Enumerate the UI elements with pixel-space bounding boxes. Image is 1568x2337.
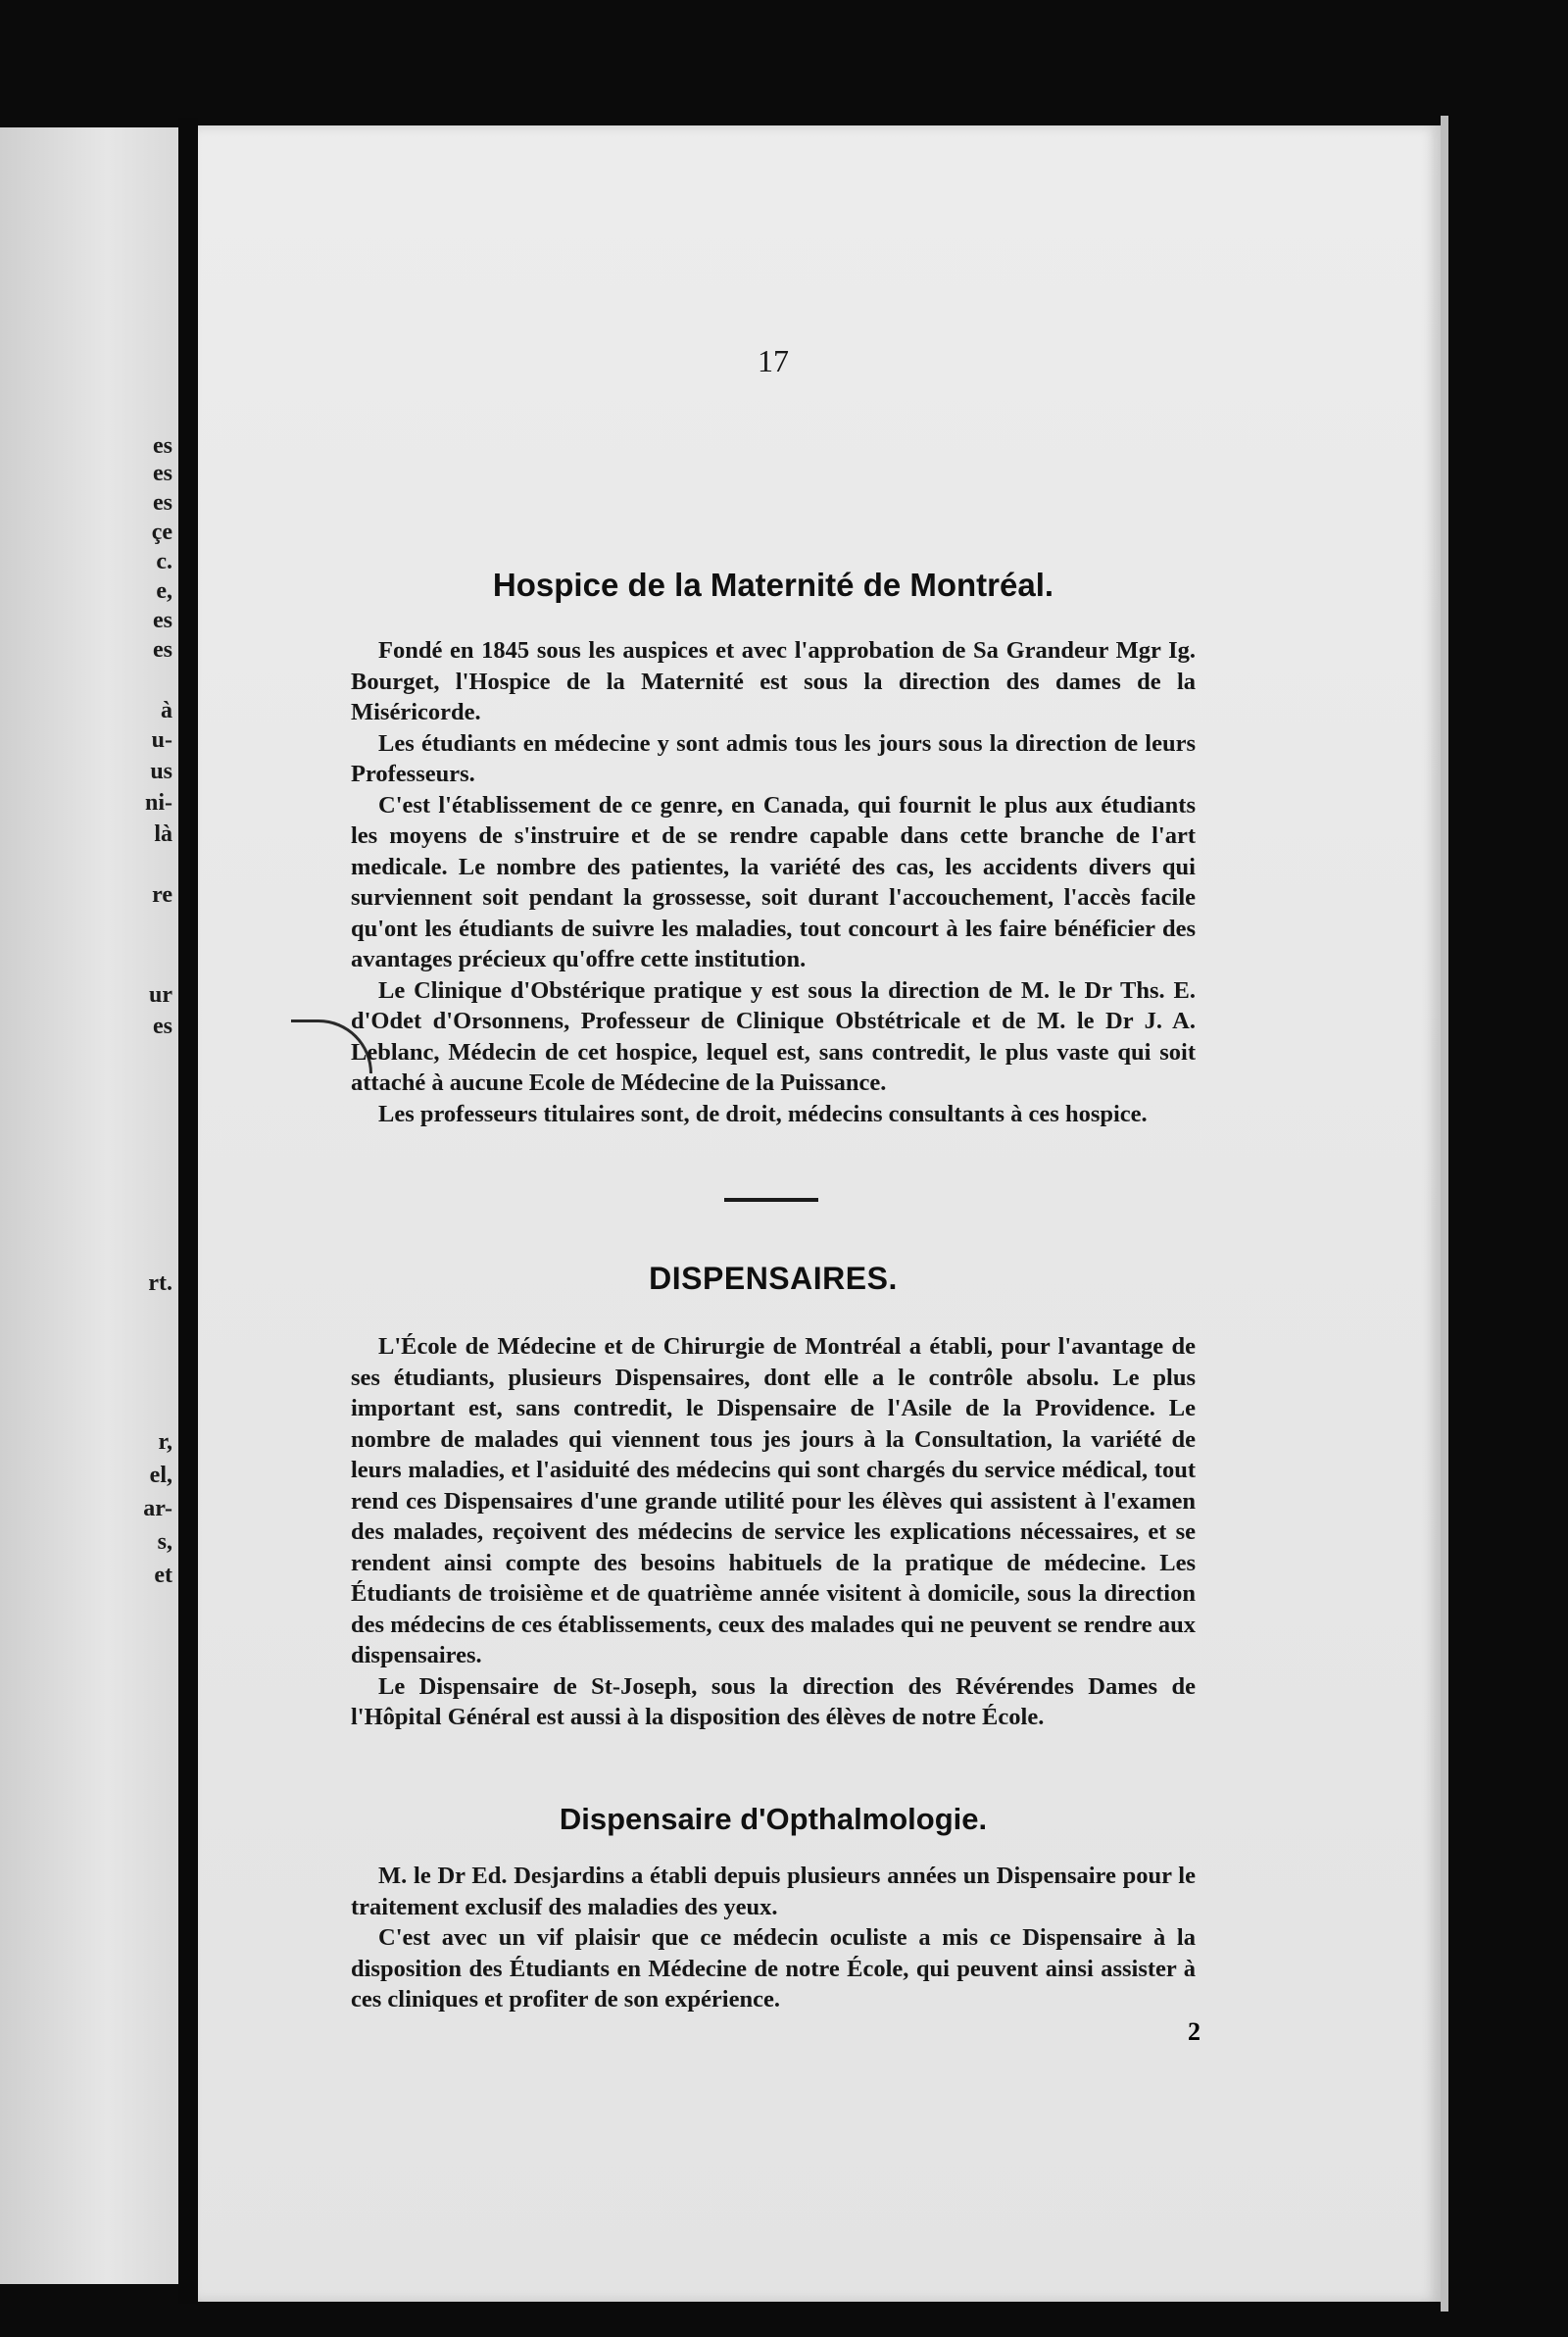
left-text-fragment: us bbox=[150, 759, 172, 784]
paragraph: Les étudiants en médecine y sont admis tous les jours sous la direction de leurs Professeurs. bbox=[351, 729, 1196, 787]
left-text-fragment: r, bbox=[158, 1429, 172, 1455]
left-text-fragment: e, bbox=[156, 578, 172, 604]
left-text-fragment: es bbox=[153, 637, 172, 663]
left-text-fragment: c. bbox=[156, 549, 172, 574]
left-text-fragment: à bbox=[161, 698, 172, 723]
document-page bbox=[198, 125, 1441, 2302]
book-gutter bbox=[178, 118, 198, 2304]
signature-mark: 2 bbox=[1188, 2017, 1200, 2046]
left-text-fragment: es bbox=[153, 490, 172, 516]
paragraph: C'est avec un vif plaisir que ce médecin oculiste a mis ce Dispensaire à la disposition des Étudiants en Médecine de notre École, qui peuvent ainsi assister à ces cliniques et profiter de son expérience. bbox=[351, 1924, 1196, 2013]
left-text-fragment: el, bbox=[149, 1463, 172, 1488]
section-divider bbox=[724, 1198, 818, 1202]
left-text-fragment: re bbox=[152, 882, 172, 908]
paragraph: C'est l'établissement de ce genre, en Canada, qui fournit le plus aux étudiants les moyens de s'instruire et de se rendre capable dans cette branche de l'art medicale. Le nombre des patientes, la variété des cas, les accidents divers qui surviennent soit pendant la grossesse, soit durant l'accouchement, l'accès facile qu'ont les étudiants de suivre les maladies, tout concourt à les faire bénéficier des avantages précieux qu'offre cette institution. bbox=[351, 791, 1196, 972]
left-text-fragment: rt. bbox=[148, 1270, 172, 1296]
section-title-dispensaires: DISPENSAIRES. bbox=[649, 1261, 898, 1296]
left-text-fragment: s, bbox=[157, 1529, 172, 1555]
paragraph: Les professeurs titulaires sont, de droit, médecins consultants à ces hospice. bbox=[378, 1100, 1148, 1127]
paragraph: L'École de Médecine et de Chirurgie de Montréal a établi, pour l'avantage de ses étudiants, plusieurs Dispensaires, dont elle a le contrôle absolu. Le plus important est, sans contredit, le Dispensaire de l'Asile de la Providence. Le nombre de malades qui viennent tous jes jours à la Consultation, la variété de leurs maladies, et l'asiduité des médecins qui sont chargés du service médical, tout rend ces Dispensaires d'une grande utilité pour les élèves qui assistent à l'examen des malades, reçoivent des médecins de service les explications nécessaires, et se rendent ainsi compte des besoins habituels de la pratique de médecine. Les Étudiants de troisième et de quatrième année visitent à domicile, sous la direction des médecins de ces établissements, ceux des malades qui ne peuvent se rendre aux dispensaires. bbox=[351, 1333, 1196, 1668]
section-opthalmologie bbox=[351, 1861, 1196, 2015]
page-edge bbox=[1441, 116, 1448, 2312]
left-text-fragment: u- bbox=[151, 727, 172, 753]
left-text-fragment: et bbox=[154, 1563, 172, 1588]
section-title-opthalmologie: Dispensaire d'Opthalmologie. bbox=[559, 1802, 988, 1836]
section-dispensaires bbox=[351, 1331, 1196, 1733]
paragraph: Fondé en 1845 sous les auspices et avec l'approbation de Sa Grandeur Mgr Ig. Bourget, l'Hospice de la Maternité est sous la direction des dames de la Miséricorde. bbox=[351, 637, 1196, 725]
left-text-fragment: es bbox=[153, 608, 172, 633]
left-text-fragment: ur bbox=[149, 982, 172, 1008]
left-text-fragment: es bbox=[153, 1014, 172, 1039]
left-text-fragment: ni- bbox=[144, 790, 172, 816]
paragraph: M. le Dr Ed. Desjardins a établi depuis plusieurs années un Dispensaire pour le traitement exclusif des maladies des yeux. bbox=[351, 1863, 1196, 1920]
left-text-fragment: ar- bbox=[143, 1496, 172, 1521]
paragraph: Le Dispensaire de St-Joseph, sous la direction des Révérendes Dames de l'Hôpital Général est aussi à la disposition des élèves de notre École. bbox=[351, 1672, 1196, 1730]
section-title-hospice: Hospice de la Maternité de Montréal. bbox=[492, 567, 1054, 603]
left-text-fragment: là bbox=[154, 821, 172, 847]
left-text-fragment: çe bbox=[151, 520, 172, 545]
section-hospice bbox=[351, 635, 1196, 1129]
page-number: 17 bbox=[758, 343, 789, 378]
left-page-fragment bbox=[0, 127, 178, 2284]
left-text-fragment: es bbox=[153, 433, 172, 459]
left-text-fragment: es bbox=[153, 461, 172, 486]
paragraph: Le Clinique d'Obstérique pratique y est sous la direction de M. le Dr Ths. E. d'Odet d'Orsonnens, Professeur de Clinique Obstétricale et de M. le Dr J. A. Leblanc, Médecin de cet hospice, lequel est, sans contredit, le plus vaste qui soit attaché à aucune Ecole de Médecine de la Puissance. bbox=[351, 976, 1196, 1096]
